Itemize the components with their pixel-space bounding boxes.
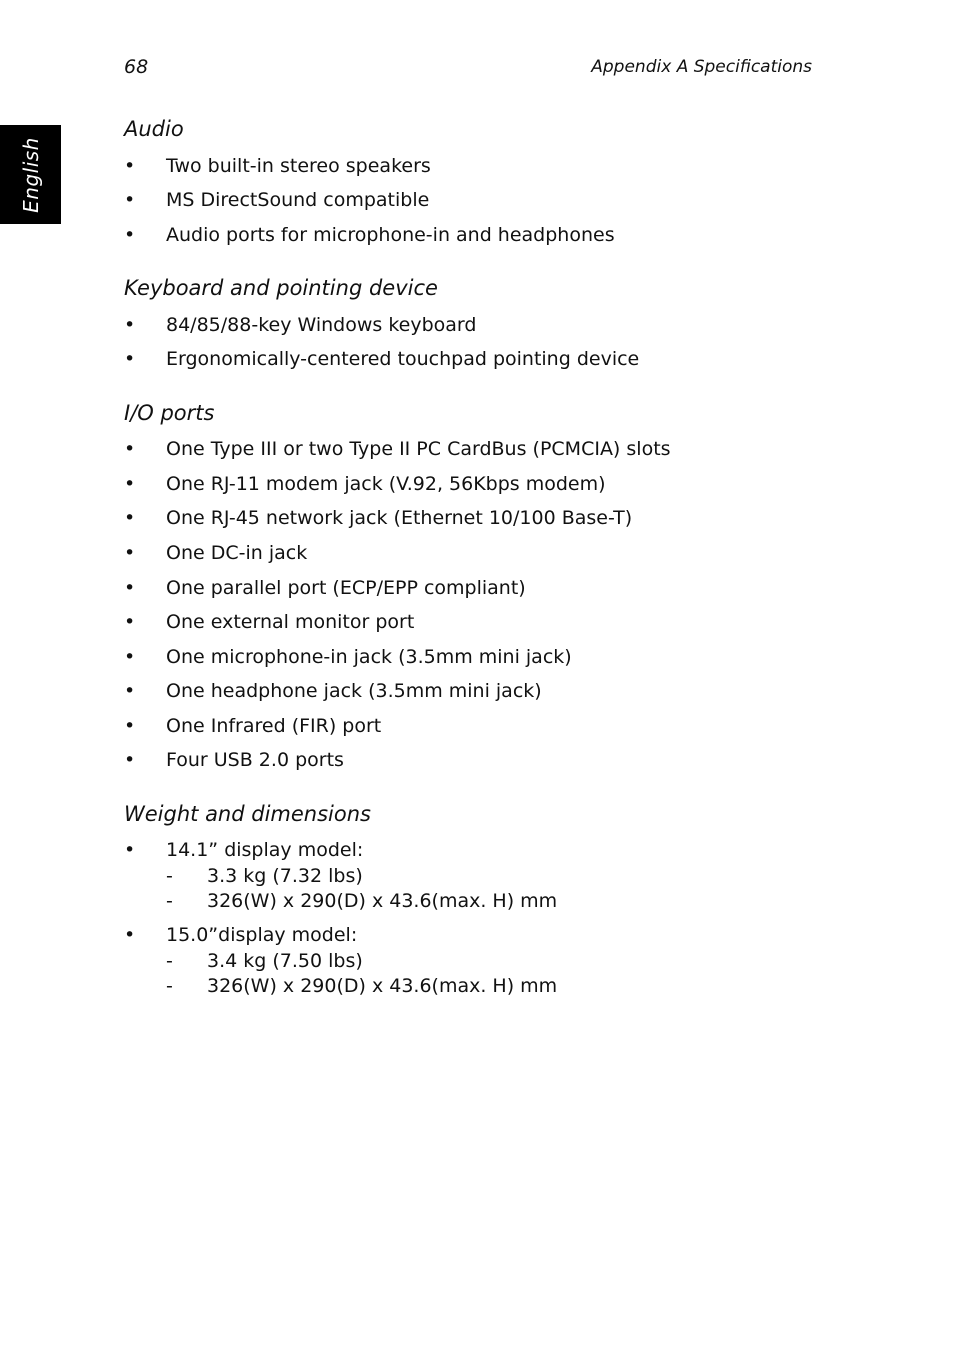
bullet-glyph: • (124, 473, 136, 495)
sub-list-item-text: 326(W) x 290(D) x 43.6(max. H) mm (207, 975, 558, 997)
section-title-io-ports: I/O ports (124, 401, 215, 425)
sub-list-item-text: 326(W) x 290(D) x 43.6(max. H) mm (207, 890, 558, 912)
list-item-text: Two built-in stereo speakers (166, 155, 431, 177)
bullet-glyph: • (124, 507, 136, 529)
list-item-text: One DC-in jack (166, 542, 308, 564)
bullet-glyph: • (124, 680, 136, 702)
list-item-text: One RJ-11 modem jack (V.92, 56Kbps modem) (166, 473, 606, 495)
bullet-glyph: • (124, 611, 136, 633)
dash-glyph: - (166, 950, 173, 972)
language-side-tab-label: English (18, 136, 43, 213)
list-item-text: Audio ports for microphone-in and headphones (166, 224, 615, 246)
bullet-glyph: • (124, 224, 136, 246)
dash-glyph: - (166, 865, 173, 887)
section-title-weight-dimensions: Weight and dimensions (124, 802, 371, 826)
bullet-glyph: • (124, 189, 136, 211)
bullet-glyph: • (124, 924, 136, 946)
sub-list-item-text: 3.4 kg (7.50 lbs) (207, 950, 363, 972)
list-item-text: One parallel port (ECP/EPP compliant) (166, 577, 526, 599)
language-side-tab (0, 125, 61, 224)
list-item-text: One Infrared (FIR) port (166, 715, 382, 737)
bullet-glyph: • (124, 839, 136, 861)
list-item-text: Ergonomically-centered touchpad pointing device (166, 348, 640, 370)
list-item-text: MS DirectSound compatible (166, 189, 430, 211)
running-header-title: Appendix A Specifications (591, 57, 812, 77)
section-title-keyboard: Keyboard and pointing device (124, 276, 438, 300)
bullet-glyph: • (124, 542, 136, 564)
list-item-text: Four USB 2.0 ports (166, 749, 344, 771)
list-item-text: One external monitor port (166, 611, 415, 633)
bullet-glyph: • (124, 646, 136, 668)
bullet-glyph: • (124, 348, 136, 370)
bullet-glyph: • (124, 577, 136, 599)
bullet-glyph: • (124, 314, 136, 336)
list-item-text: One Type III or two Type II PC CardBus (PCMCIA) slots (166, 438, 671, 460)
bullet-glyph: • (124, 438, 136, 460)
dash-glyph: - (166, 975, 173, 997)
list-item-text: One RJ-45 network jack (Ethernet 10/100 Base-T) (166, 507, 633, 529)
page-number: 68 (124, 56, 149, 78)
list-item-text: One microphone-in jack (3.5mm mini jack) (166, 646, 572, 668)
section-title-audio: Audio (124, 117, 184, 141)
sub-list-item-text: 3.3 kg (7.32 lbs) (207, 865, 363, 887)
bullet-glyph: • (124, 749, 136, 771)
list-item-text: 15.0”display model: (166, 924, 358, 946)
bullet-glyph: • (124, 155, 136, 177)
list-item-text: One headphone jack (3.5mm mini jack) (166, 680, 542, 702)
dash-glyph: - (166, 890, 173, 912)
list-item-text: 14.1” display model: (166, 839, 364, 861)
list-item-text: 84/85/88-key Windows keyboard (166, 314, 477, 336)
bullet-glyph: • (124, 715, 136, 737)
